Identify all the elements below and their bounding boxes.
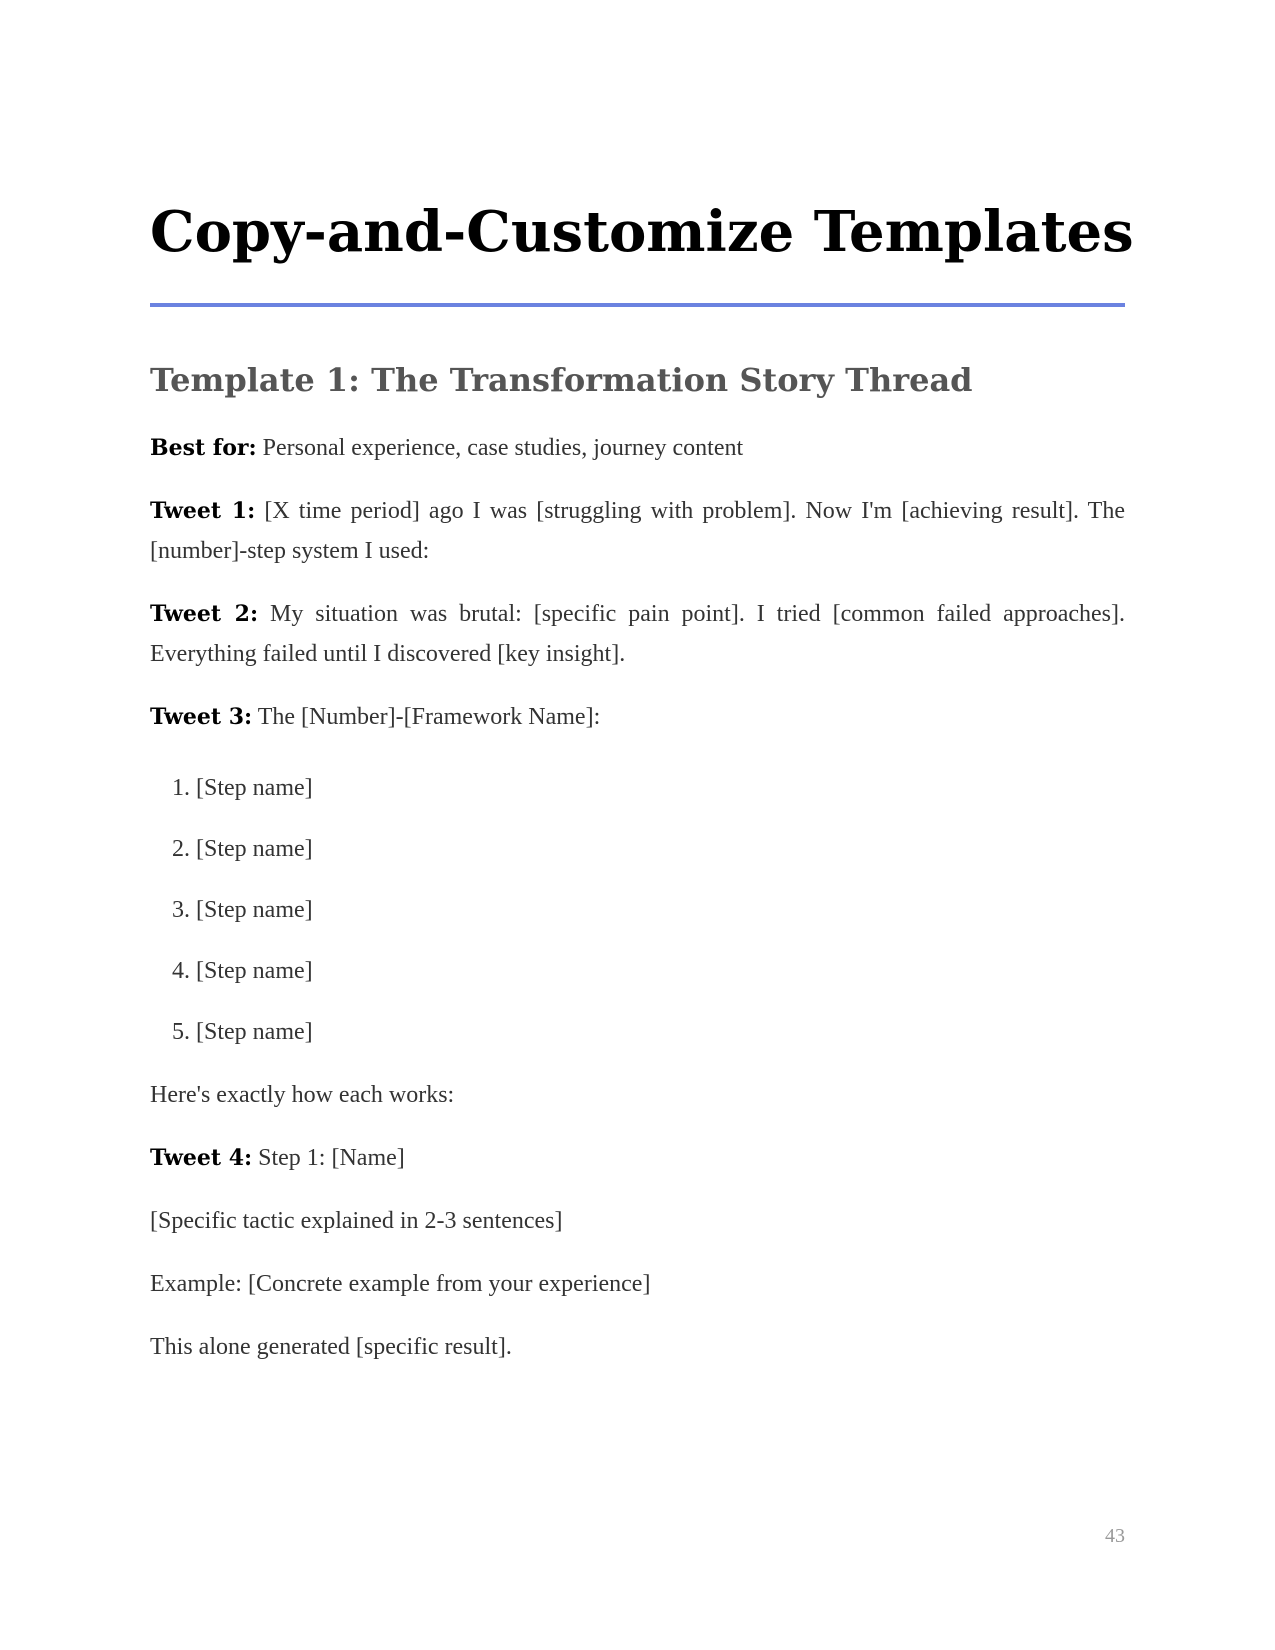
- tweet-1-label: Tweet 1:: [150, 498, 256, 524]
- tactic-paragraph: [Specific tactic explained in 2-3 sentences]: [150, 1208, 563, 1234]
- tweet-4-label: Tweet 4:: [150, 1145, 253, 1171]
- page-title: Copy-and-Customize Templates: [150, 199, 1134, 265]
- tweet-3-paragraph: [150, 697, 1125, 737]
- title-underline-rule: [150, 303, 1125, 307]
- tweet-4-text: Step 1: [Name]: [252, 1145, 405, 1171]
- template-content: [150, 428, 1125, 1390]
- best-for-text: Personal experience, case studies, journey content: [256, 435, 744, 461]
- tweet-2-label: Tweet 2:: [150, 601, 259, 627]
- steps-list: [150, 760, 1125, 1052]
- example-paragraph: Example: [Concrete example from your experience]: [150, 1271, 651, 1297]
- list-item: [150, 951, 1125, 991]
- step-text: [Step name]: [196, 897, 313, 923]
- tweet-1-paragraph: [150, 491, 1125, 571]
- tweet-3-label: Tweet 3:: [150, 704, 253, 730]
- section-heading: Template 1: The Transformation Story Thread: [150, 361, 973, 399]
- result-paragraph: This alone generated [specific result].: [150, 1334, 512, 1360]
- step-number: 4.: [172, 958, 190, 984]
- tweet-2-text: My situation was brutal: [specific pain point]. I tried [common failed approaches]. Everything failed until I discovered [key insight].: [150, 601, 1126, 667]
- tweet-1-text: [X time period] ago I was [struggling with problem]. Now I'm [achieving result]. The [number]-step system I used:: [150, 498, 1125, 564]
- document-page: [150, 0, 1134, 1650]
- step-text: [Step name]: [196, 958, 313, 984]
- tweet-4-paragraph: [150, 1138, 1125, 1178]
- list-item: [150, 768, 1125, 808]
- list-item: [150, 890, 1125, 930]
- list-item: [150, 1012, 1125, 1052]
- tweet-2-paragraph: [150, 594, 1125, 674]
- step-number: 3.: [172, 897, 190, 923]
- best-for-label: Best for:: [150, 435, 257, 461]
- page-number: 43: [1105, 1525, 1125, 1547]
- step-text: [Step name]: [196, 775, 313, 801]
- after-steps-paragraph: Here's exactly how each works:: [150, 1082, 455, 1108]
- step-number: 5.: [172, 1019, 190, 1045]
- step-text: [Step name]: [196, 836, 313, 862]
- list-item: [150, 829, 1125, 869]
- step-number: 1.: [172, 775, 190, 801]
- step-number: 2.: [172, 836, 190, 862]
- step-text: [Step name]: [196, 1019, 313, 1045]
- tweet-3-text: The [Number]-[Framework Name]:: [252, 704, 601, 730]
- best-for-paragraph: [150, 428, 1125, 468]
